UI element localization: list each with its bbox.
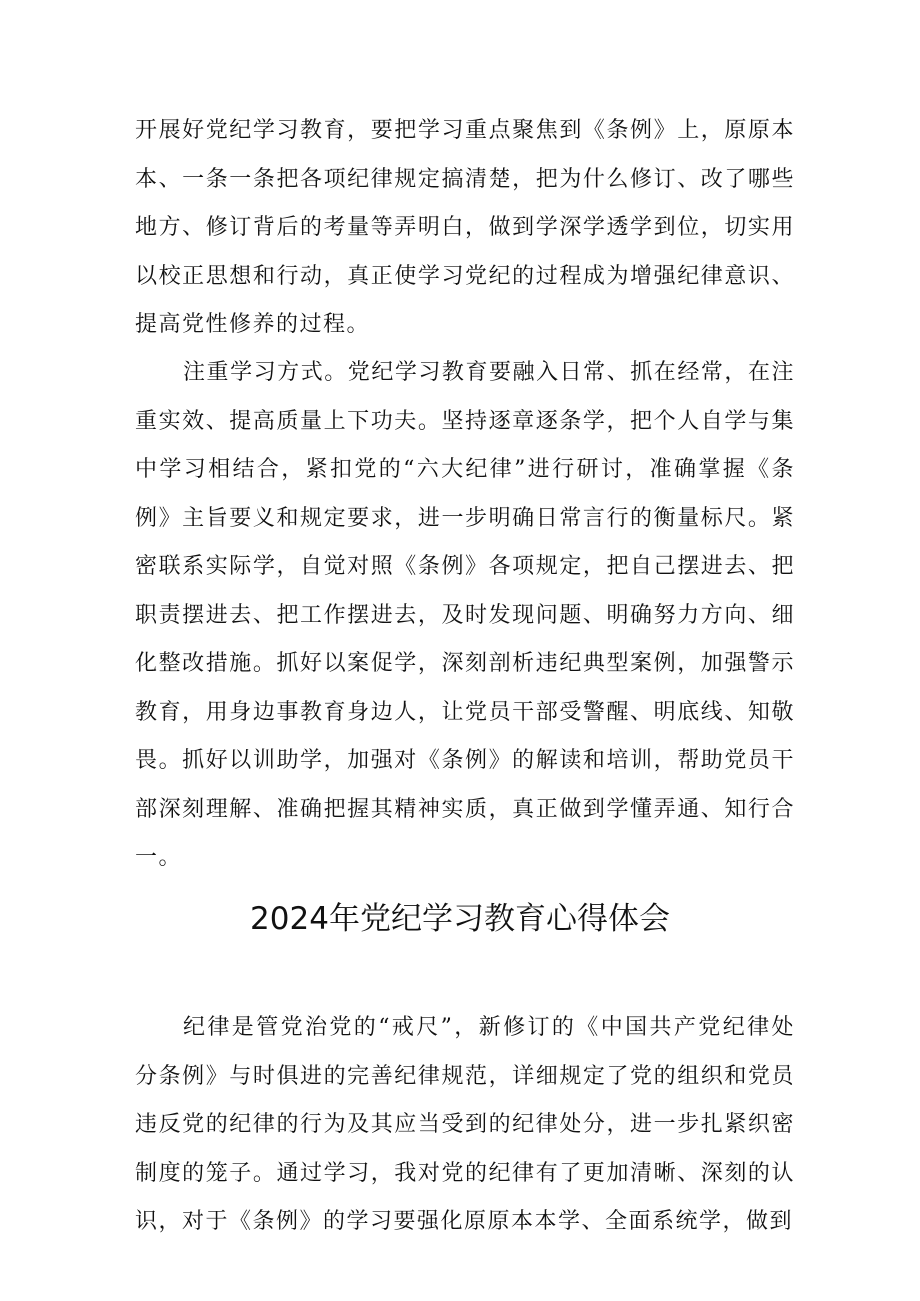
body-paragraph-discipline: 纪律是管党治党的“戒尺”，新修订的《中国共产党纪律处分条例》与时俱进的完善纪律规范，详细规定了党的组织和党员违反党的纪律的行为及其应当受到的纪律处分，进一步扎紧织密制度的笼子。通过学习，我对党的纪律有了更加清晰、深刻的认识，对于《条例》的学习要强化原原本本学、全面系统学，做到: [135, 1015, 795, 1234]
body-paragraph-study-methods: 注重学习方式。党纪学习教育要融入日常、抓在经常，在注重实效、提高质量上下功夫。坚持逐章逐条学，把个人自学与集中学习相结合，紧扣党的“六大纪律”进行研讨，准确掌握《条例》主旨要义和规定要求，进一步明确日常言行的衡量标尺。紧密联系实际学，自觉对照《条例》各项规定，把自己摆进去、把职责摆进去、把工作摆进去，及时发现问题、明确努力方向、细化整改措施。抓好以案促学，深刻剖析违纪典型案例，加强警示教育，用身边事教育身边人，让党员干部受警醒、明底线、知敬畏。抓好以训助学，加强对《条例》的解读和培训，帮助党员干部深刻理解、准确把握其精神实质，真正做到学懂弄通、知行合一。: [135, 360, 795, 870]
section-title: 2024年党纪学习教育心得体会: [250, 901, 670, 937]
body-paragraph-continuation: 开展好党纪学习教育，要把学习重点聚焦到《条例》上，原原本本、一条一条把各项纪律规定搞清楚，把为什么修订、改了哪些地方、修订背后的考量等弄明白，做到学深学透学到位，切实用以校正思想和行动，真正使学习党纪的过程成为增强纪律意识、提高党性修养的过程。: [135, 118, 795, 337]
